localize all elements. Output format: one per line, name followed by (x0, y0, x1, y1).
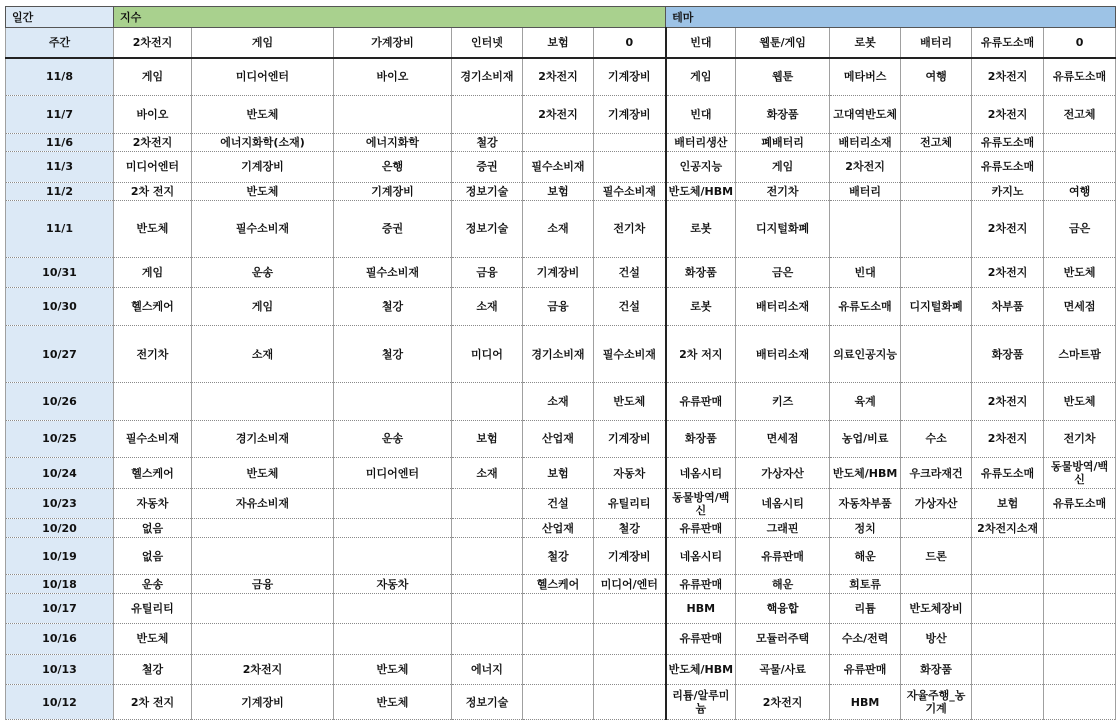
table-cell: 네옴시티 (666, 537, 736, 575)
table-cell: 철강 (334, 288, 452, 326)
table-row (6, 420, 1116, 458)
table-cell (1044, 575, 1116, 593)
table-cell: 소재 (192, 326, 334, 383)
table-cell: 보험 (452, 420, 523, 458)
row-date: 10/12 (6, 685, 114, 720)
table-row (6, 96, 1116, 134)
table-cell (901, 326, 972, 383)
table-cell (1044, 654, 1116, 685)
table-row (6, 133, 1116, 151)
table-cell (523, 133, 594, 151)
table-cell (334, 593, 452, 624)
column-header: 유류도소매 (972, 28, 1044, 58)
table-cell (452, 383, 523, 421)
table-row (6, 624, 1116, 655)
table-cell: 소재 (452, 458, 523, 489)
table-cell (192, 383, 334, 421)
table-cell: 유류도소매 (972, 152, 1044, 183)
table-cell: 기계장비 (192, 152, 334, 183)
table-cell: 리튬 (830, 593, 901, 624)
table-cell (594, 152, 666, 183)
table-cell: 자율주행_농기계 (901, 685, 972, 720)
table-cell (972, 685, 1044, 720)
table-row (6, 537, 1116, 575)
row-date: 11/7 (6, 96, 114, 134)
row-date: 10/18 (6, 575, 114, 593)
table-cell: 면세점 (736, 420, 830, 458)
table-cell: 유류판매 (666, 519, 736, 537)
table-row (6, 685, 1116, 720)
table-cell: 면세점 (1044, 288, 1116, 326)
table-cell: 자유소비재 (192, 488, 334, 519)
table-cell: 유류판매 (666, 383, 736, 421)
table-cell: 반도체/HBM (666, 654, 736, 685)
table-cell: 디지털화폐 (736, 200, 830, 257)
column-header: 인터넷 (452, 28, 523, 58)
table-cell (901, 96, 972, 134)
table-cell: 수소 (901, 420, 972, 458)
table-cell: 빈대 (830, 257, 901, 288)
table-cell: 2차 전지 (114, 685, 192, 720)
table-cell: 여행 (901, 58, 972, 96)
column-header: 0 (1044, 28, 1116, 58)
table-cell: 기계장비 (334, 182, 452, 200)
table-cell (1044, 593, 1116, 624)
table-cell (901, 575, 972, 593)
table-cell (523, 685, 594, 720)
table-cell: 여행 (1044, 182, 1116, 200)
table-cell (901, 383, 972, 421)
table-row (6, 519, 1116, 537)
table-cell: 유틸리티 (594, 488, 666, 519)
table-cell: 유류판매 (736, 537, 830, 575)
table-cell: 증권 (334, 200, 452, 257)
row-date: 11/3 (6, 152, 114, 183)
table-cell: 빈대 (666, 96, 736, 134)
table-cell: 게임 (114, 58, 192, 96)
table-cell: 2차전지 (972, 58, 1044, 96)
table-cell (192, 624, 334, 655)
column-header: 2차전지 (114, 28, 192, 58)
table-row (6, 182, 1116, 200)
table-cell: 헬스케어 (523, 575, 594, 593)
table-cell: 소재 (523, 383, 594, 421)
table-cell (192, 537, 334, 575)
table-cell (972, 537, 1044, 575)
table-cell: 금융 (452, 257, 523, 288)
table-cell: 우크라재건 (901, 458, 972, 489)
table-cell: 금은 (736, 257, 830, 288)
table-cell (972, 654, 1044, 685)
table-cell: 반도체 (1044, 257, 1116, 288)
column-header: 웹툰/게임 (736, 28, 830, 58)
table-cell: 미디어엔터 (192, 58, 334, 96)
table-cell: 유류도소매 (1044, 488, 1116, 519)
row-date: 10/23 (6, 488, 114, 519)
table-cell: 바이오 (334, 58, 452, 96)
table-cell: 2차전지 (523, 58, 594, 96)
table-cell: 철강 (334, 326, 452, 383)
table-cell: 건설 (594, 288, 666, 326)
table-cell: 2차 저지 (666, 326, 736, 383)
table-cell (523, 654, 594, 685)
table-cell (901, 200, 972, 257)
table-cell: 없음 (114, 519, 192, 537)
table-cell: 정보기술 (452, 685, 523, 720)
table-cell: 기계장비 (523, 257, 594, 288)
table-cell (1044, 519, 1116, 537)
table-cell: 경기소비재 (452, 58, 523, 96)
row-date: 10/17 (6, 593, 114, 624)
table-row (6, 200, 1116, 257)
table-cell: 반도체 (192, 182, 334, 200)
table-cell: 전기차 (1044, 420, 1116, 458)
table-cell: 소재 (452, 288, 523, 326)
table-cell: 정보기술 (452, 200, 523, 257)
table-cell: 없음 (114, 537, 192, 575)
row-date: 10/19 (6, 537, 114, 575)
table-cell: 가상자산 (736, 458, 830, 489)
table-cell: 메타버스 (830, 58, 901, 96)
table-cell: 배터리소재 (736, 326, 830, 383)
table-cell: 배터리 (830, 182, 901, 200)
table-cell: 유류판매 (666, 624, 736, 655)
table-cell: 필수소비재 (594, 326, 666, 383)
table-cell: 2차전지 (972, 383, 1044, 421)
table-cell: 금융 (192, 575, 334, 593)
table-cell: 유류도소매 (972, 458, 1044, 489)
table-cell: 에너지화학(소재) (192, 133, 334, 151)
table-cell: 유틸리티 (114, 593, 192, 624)
table-cell: 반도체/HBM (830, 458, 901, 489)
table-row (6, 654, 1116, 685)
table-cell (594, 685, 666, 720)
table-cell: 키즈 (736, 383, 830, 421)
table-cell: 반도체 (334, 685, 452, 720)
table-cell: 반도체 (1044, 383, 1116, 421)
table-cell: 웹툰 (736, 58, 830, 96)
row-date: 10/25 (6, 420, 114, 458)
table-cell: 리튬/알루미늄 (666, 685, 736, 720)
row-date: 11/8 (6, 58, 114, 96)
table-cell: 네옴시티 (736, 488, 830, 519)
table-cell: 산업재 (523, 420, 594, 458)
table-row (6, 288, 1116, 326)
table-cell: 반도체 (594, 383, 666, 421)
table-cell: 차부품 (972, 288, 1044, 326)
row-date: 10/30 (6, 288, 114, 326)
table-cell: 2차전지 (736, 685, 830, 720)
table-cell: 바이오 (114, 96, 192, 134)
table-cell (452, 575, 523, 593)
column-header: 보험 (523, 28, 594, 58)
table-cell (1044, 152, 1116, 183)
table-cell: 유류도소매 (830, 288, 901, 326)
table-cell: 전기차 (594, 200, 666, 257)
daily-label: 일간 (6, 7, 114, 28)
table-cell: 로봇 (666, 288, 736, 326)
table-cell (901, 519, 972, 537)
table-cell: 육계 (830, 383, 901, 421)
table-cell: 전기차 (114, 326, 192, 383)
table-cell: 경기소비재 (523, 326, 594, 383)
table-cell (452, 96, 523, 134)
table-cell (1044, 685, 1116, 720)
table-cell: 정보기술 (452, 182, 523, 200)
table-cell (594, 624, 666, 655)
column-header: 배터리 (901, 28, 972, 58)
table-cell: 방산 (901, 624, 972, 655)
table-row (6, 383, 1116, 421)
table-cell (594, 654, 666, 685)
table-cell: 스마트팜 (1044, 326, 1116, 383)
table-cell: 의료인공지능 (830, 326, 901, 383)
table-cell: 운송 (192, 257, 334, 288)
table-cell: 곡물/사료 (736, 654, 830, 685)
table-cell (1044, 133, 1116, 151)
row-date: 11/6 (6, 133, 114, 151)
table-cell: 인공지능 (666, 152, 736, 183)
table-cell: 기계장비 (594, 96, 666, 134)
table-cell: 게임 (736, 152, 830, 183)
table-cell: 에너지 (452, 654, 523, 685)
table-cell: 그래핀 (736, 519, 830, 537)
table-cell: 모듈러주택 (736, 624, 830, 655)
table-cell (452, 537, 523, 575)
table-cell: 반도체/HBM (666, 182, 736, 200)
row-date: 10/31 (6, 257, 114, 288)
table-cell: 2차전지 (972, 257, 1044, 288)
column-header: 가계장비 (334, 28, 452, 58)
table-cell: 2차전지 (114, 133, 192, 151)
table-cell: HBM (830, 685, 901, 720)
table-cell (972, 593, 1044, 624)
table-cell: 건설 (523, 488, 594, 519)
table-cell: 필수소비재 (523, 152, 594, 183)
row-date: 10/20 (6, 519, 114, 537)
table-cell: 게임 (666, 58, 736, 96)
table-cell: 보험 (523, 458, 594, 489)
column-header: 0 (594, 28, 666, 58)
sector-theme-table (5, 6, 1116, 720)
table-cell (334, 537, 452, 575)
table-cell: 건설 (594, 257, 666, 288)
row-date: 10/24 (6, 458, 114, 489)
table-cell: 카지노 (972, 182, 1044, 200)
table-cell: 철강 (523, 537, 594, 575)
table-cell: 폐배터리 (736, 133, 830, 151)
section-index: 지수 (114, 7, 666, 28)
table-cell: 소재 (523, 200, 594, 257)
table-cell: 네옴시티 (666, 458, 736, 489)
table-cell: 필수소비재 (594, 182, 666, 200)
table-cell: HBM (666, 593, 736, 624)
table-cell: 경기소비재 (192, 420, 334, 458)
table-cell (334, 488, 452, 519)
table-cell: 미디어엔터 (334, 458, 452, 489)
table-cell: 드론 (901, 537, 972, 575)
table-cell: 정치 (830, 519, 901, 537)
table-cell (452, 519, 523, 537)
table-cell: 화장품 (666, 420, 736, 458)
table-cell: 해운 (736, 575, 830, 593)
table-cell: 2차전지 (972, 96, 1044, 134)
table-cell: 기계장비 (192, 685, 334, 720)
table-cell (830, 200, 901, 257)
table-cell: 동물방역/백신 (1044, 458, 1116, 489)
table-cell: 가상자산 (901, 488, 972, 519)
table-row (6, 326, 1116, 383)
table-cell: 2차전지 (972, 420, 1044, 458)
table-cell: 미디어/엔터 (594, 575, 666, 593)
table-cell: 철강 (114, 654, 192, 685)
table-cell: 유류판매 (666, 575, 736, 593)
table-cell: 2차전지 (523, 96, 594, 134)
table-cell: 증권 (452, 152, 523, 183)
table-cell (334, 624, 452, 655)
table-cell: 유류판매 (830, 654, 901, 685)
table-cell: 금은 (1044, 200, 1116, 257)
table-cell: 보험 (523, 182, 594, 200)
table-cell: 금융 (523, 288, 594, 326)
table-cell: 배터리소재 (736, 288, 830, 326)
row-date: 10/27 (6, 326, 114, 383)
table-cell (334, 383, 452, 421)
table-cell: 2차전지 (830, 152, 901, 183)
table-cell: 은행 (334, 152, 452, 183)
table-cell (1044, 624, 1116, 655)
table-cell (452, 593, 523, 624)
table-cell: 에너지화학 (334, 133, 452, 151)
table-cell: 운송 (334, 420, 452, 458)
table-cell: 기계장비 (594, 537, 666, 575)
table-cell (192, 519, 334, 537)
table-row (6, 593, 1116, 624)
table-cell (972, 624, 1044, 655)
table-cell: 반도체장비 (901, 593, 972, 624)
table-cell: 보험 (972, 488, 1044, 519)
table-cell (114, 383, 192, 421)
table-cell (972, 575, 1044, 593)
table-cell: 필수소비재 (334, 257, 452, 288)
table-cell: 반도체 (192, 458, 334, 489)
table-cell: 철강 (594, 519, 666, 537)
table-cell: 2차전지소재 (972, 519, 1044, 537)
section-row (6, 7, 1116, 28)
table-cell (1044, 537, 1116, 575)
table-cell: 2차전지 (972, 200, 1044, 257)
table-cell: 핵융합 (736, 593, 830, 624)
table-row (6, 458, 1116, 489)
table-cell: 미디어 (452, 326, 523, 383)
table-row (6, 257, 1116, 288)
table-cell: 희토류 (830, 575, 901, 593)
table-cell: 화장품 (666, 257, 736, 288)
row-date: 11/1 (6, 200, 114, 257)
row-date: 10/26 (6, 383, 114, 421)
table-row (6, 575, 1116, 593)
table-cell: 자동차부품 (830, 488, 901, 519)
table-cell (192, 593, 334, 624)
row-date: 10/16 (6, 624, 114, 655)
table-cell: 헬스케어 (114, 458, 192, 489)
table-cell: 화장품 (736, 96, 830, 134)
table-cell: 기계장비 (594, 58, 666, 96)
table-cell (901, 182, 972, 200)
table-cell: 동물방역/백신 (666, 488, 736, 519)
table-cell: 전기차 (736, 182, 830, 200)
table-cell: 전고체 (1044, 96, 1116, 134)
table-row (6, 152, 1116, 183)
table-cell: 필수소비재 (114, 420, 192, 458)
table-cell: 자동차 (594, 458, 666, 489)
table-cell: 2차전지 (192, 654, 334, 685)
table-cell: 반도체 (192, 96, 334, 134)
header-row (6, 28, 1116, 58)
table-cell: 화장품 (972, 326, 1044, 383)
table-cell (334, 96, 452, 134)
table-cell: 배터리소재 (830, 133, 901, 151)
table-cell: 게임 (192, 288, 334, 326)
table-cell: 산업재 (523, 519, 594, 537)
table-cell (452, 624, 523, 655)
table-cell: 2차 전지 (114, 182, 192, 200)
table-cell: 배터리생산 (666, 133, 736, 151)
table-cell: 기계장비 (594, 420, 666, 458)
row-date: 10/13 (6, 654, 114, 685)
table-cell: 게임 (114, 257, 192, 288)
table-cell: 전고체 (901, 133, 972, 151)
table-row (6, 488, 1116, 519)
table-cell: 헬스케어 (114, 288, 192, 326)
table-cell (452, 488, 523, 519)
table-row (6, 58, 1116, 96)
header-week: 주간 (6, 28, 114, 58)
table-cell: 자동차 (114, 488, 192, 519)
table-cell (334, 519, 452, 537)
table-cell: 반도체 (334, 654, 452, 685)
section-theme: 테마 (666, 7, 1116, 28)
table-cell: 고대역반도체 (830, 96, 901, 134)
table-cell: 유류도소매 (972, 133, 1044, 151)
table-cell (594, 593, 666, 624)
table-cell: 농업/비료 (830, 420, 901, 458)
table-cell (523, 593, 594, 624)
table-cell: 반도체 (114, 624, 192, 655)
table-cell (594, 133, 666, 151)
table-cell: 디지털화폐 (901, 288, 972, 326)
table-cell (523, 624, 594, 655)
table-cell: 운송 (114, 575, 192, 593)
column-header: 게임 (192, 28, 334, 58)
table-cell: 해운 (830, 537, 901, 575)
table-cell: 자동차 (334, 575, 452, 593)
table-cell: 반도체 (114, 200, 192, 257)
table-cell: 미디어엔터 (114, 152, 192, 183)
table-cell: 수소/전력 (830, 624, 901, 655)
row-date: 11/2 (6, 182, 114, 200)
table-cell: 로봇 (666, 200, 736, 257)
table-cell: 철강 (452, 133, 523, 151)
table-cell: 화장품 (901, 654, 972, 685)
table-cell (901, 257, 972, 288)
table-cell (901, 152, 972, 183)
column-header: 로봇 (830, 28, 901, 58)
column-header: 빈대 (666, 28, 736, 58)
table-cell: 유류도소매 (1044, 58, 1116, 96)
table-cell: 필수소비재 (192, 200, 334, 257)
